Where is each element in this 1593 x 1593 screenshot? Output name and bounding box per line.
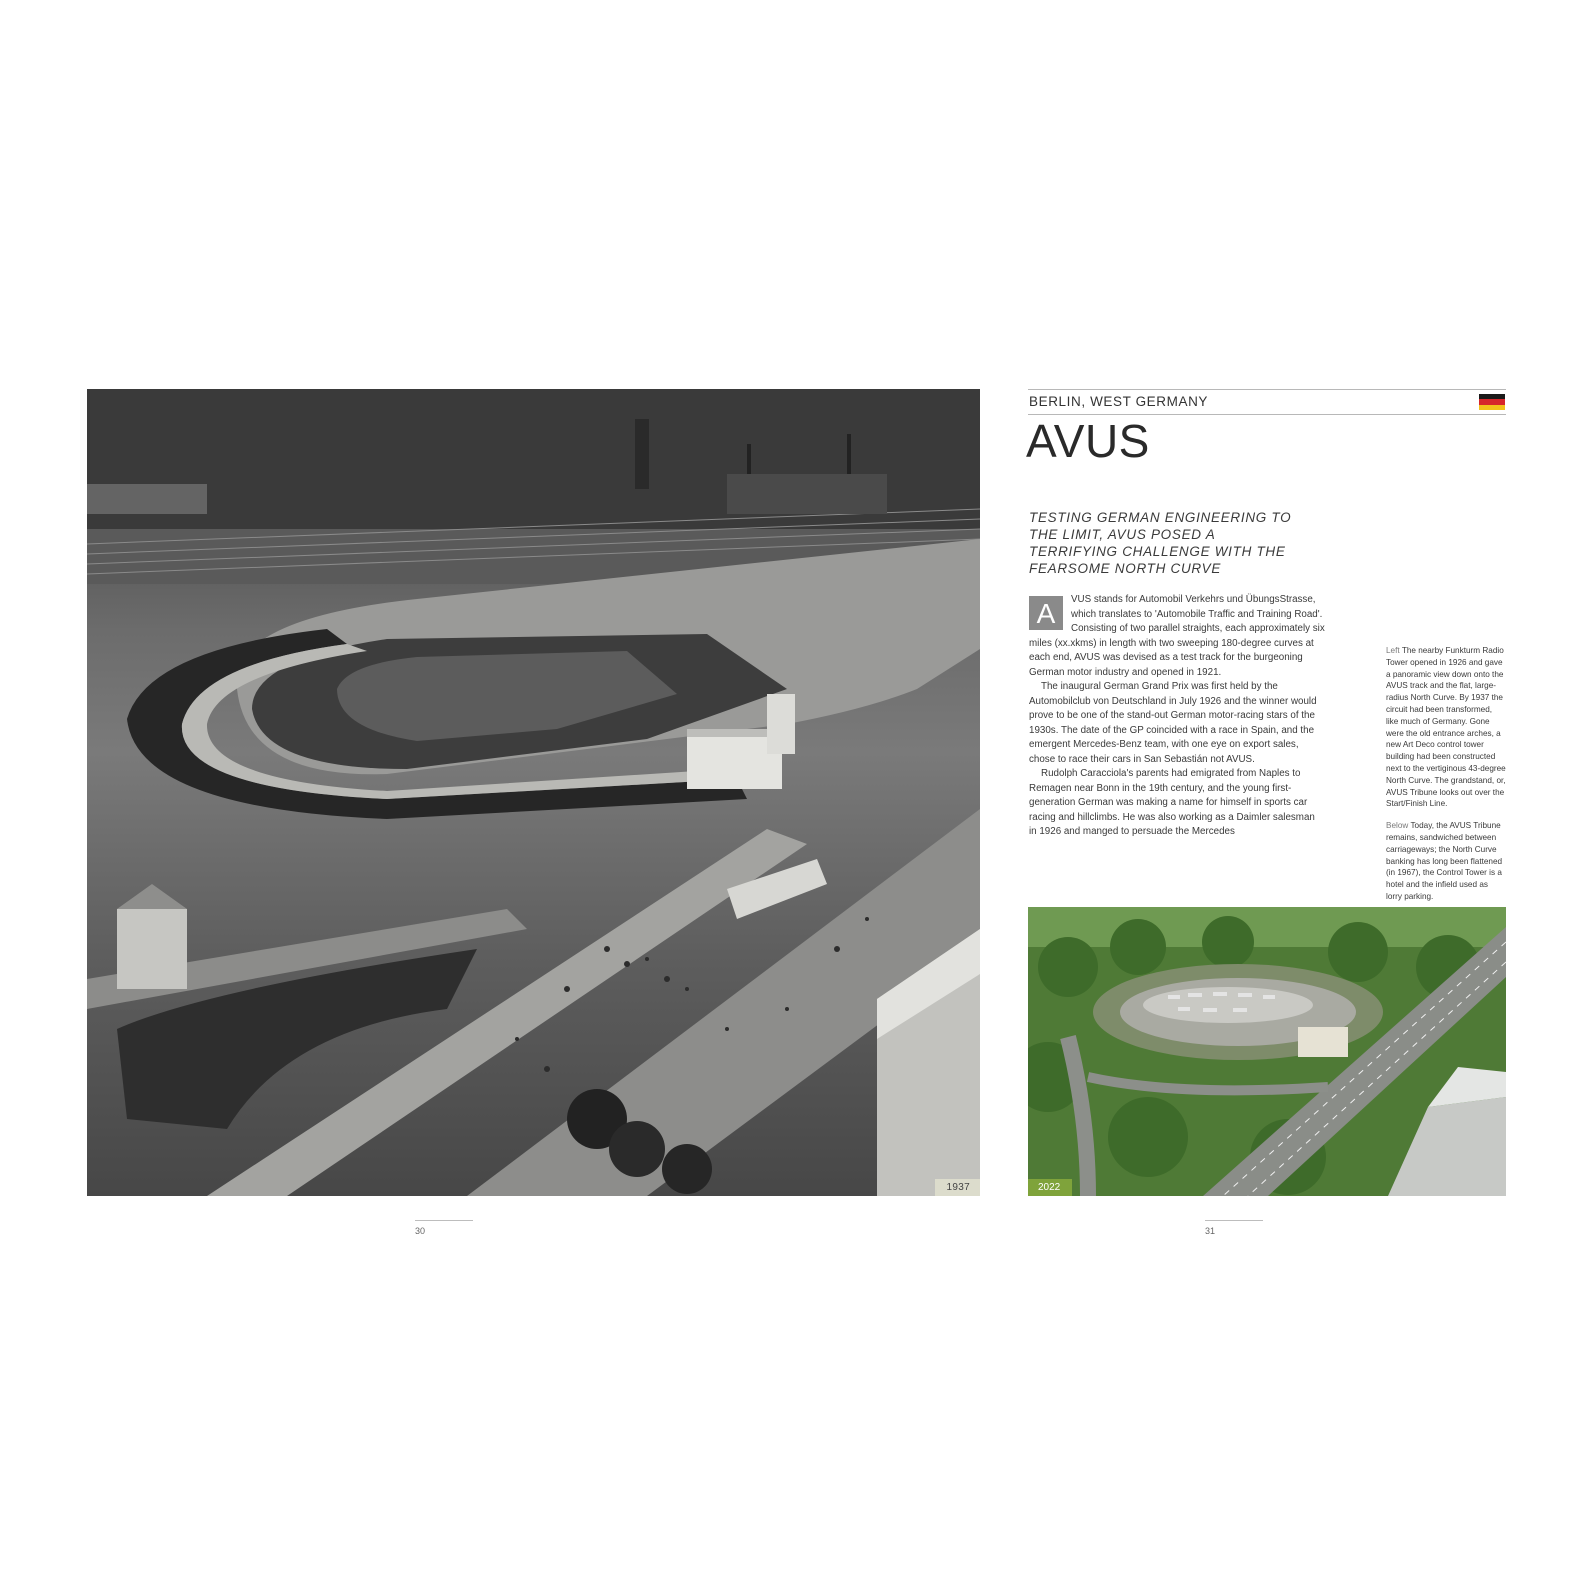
folio-rule-right — [1205, 1220, 1263, 1221]
body-paragraph-1: VUS stands for Automobil Verkehrs und ÜbungsStrasse, which translates to 'Automobile Traffic and Training Road'. Consisting of two parallel straights, each approximately six miles (xx.xkms) in length with two sweeping 180-degree curves at each end, AVUS was devised as a test track for the burgeoning German motor industry and opened in 1921. — [1029, 594, 1325, 678]
body-text — [1029, 593, 1325, 840]
location-header — [1028, 389, 1506, 415]
folio-rule-left — [415, 1220, 473, 1221]
chapter-title: AVUS — [1026, 415, 1150, 467]
germany-flag-icon — [1479, 394, 1505, 410]
caption-left-text: The nearby Funkturm Radio Tower opened in 1926 and gave a panoramic view down onto the AVUS track and the flat, large-radius North Curve. By 1937 the circuit had been transformed, like much of Germany. Gone were the old entrance arches, a new Art Deco control tower building had been constructed next to the vertiginous 43-degree North Curve. The grandstand, or, AVUS Tribune looks out over the Start/Finish Line. — [1386, 646, 1506, 809]
caption-below-text: Today, the AVUS Tribune remains, sandwiched between carriageways; the North Curve banking has long been flattened (in 1967), the Control Tower is a hotel and the infield used as lorry parking. — [1386, 821, 1503, 901]
flag-stripe-gold — [1479, 405, 1505, 410]
caption-left-label: Left — [1386, 646, 1400, 655]
location-label: BERLIN, WEST GERMANY — [1029, 394, 1209, 409]
photo-year-tag: 2022 — [1028, 1179, 1072, 1196]
caption-below — [1386, 820, 1506, 903]
drop-cap: A — [1029, 596, 1063, 630]
standfirst: TESTING GERMAN ENGINEERING TO THE LIMIT, AVUS POSED A TERRIFYING CHALLENGE WITH THE FEARSOME NORTH CURVE — [1029, 510, 1292, 576]
page-number-left: 30 — [415, 1226, 426, 1236]
caption-left — [1386, 645, 1506, 810]
modern-aerial-photo — [1028, 907, 1506, 1196]
caption-below-label: Below — [1386, 821, 1409, 831]
page-number-right: 31 — [1205, 1226, 1216, 1236]
aerial-photo-2022-illustration — [1028, 907, 1506, 1196]
aerial-photo-1937-illustration — [87, 389, 980, 1196]
historic-aerial-photo — [87, 389, 980, 1196]
photo-year-tag: 1937 — [935, 1179, 980, 1196]
photo-captions — [1386, 645, 1506, 913]
body-paragraph-3: Rudolph Caracciola's parents had emigrated from Naples to Remagen near Bonn in the 19th century, and the young first-generation German was making a name for himself in sports car racing and hillclimbs. He was also working as a Daimler salesman in 1926 and manged to persuade the Mercedes — [1029, 768, 1315, 837]
body-paragraph-2: The inaugural German Grand Prix was first held by the Automobilclub von Deutschland in July 1926 and the winner would prove to be one of the stand-out German motor-racing stars of the 1930s. The date of the GP coincided with a race in Spain, and the emergent Mercedes-Benz team, with one eye on export sales, chose to race their cars in San Sebastián not AVUS. — [1029, 681, 1317, 765]
